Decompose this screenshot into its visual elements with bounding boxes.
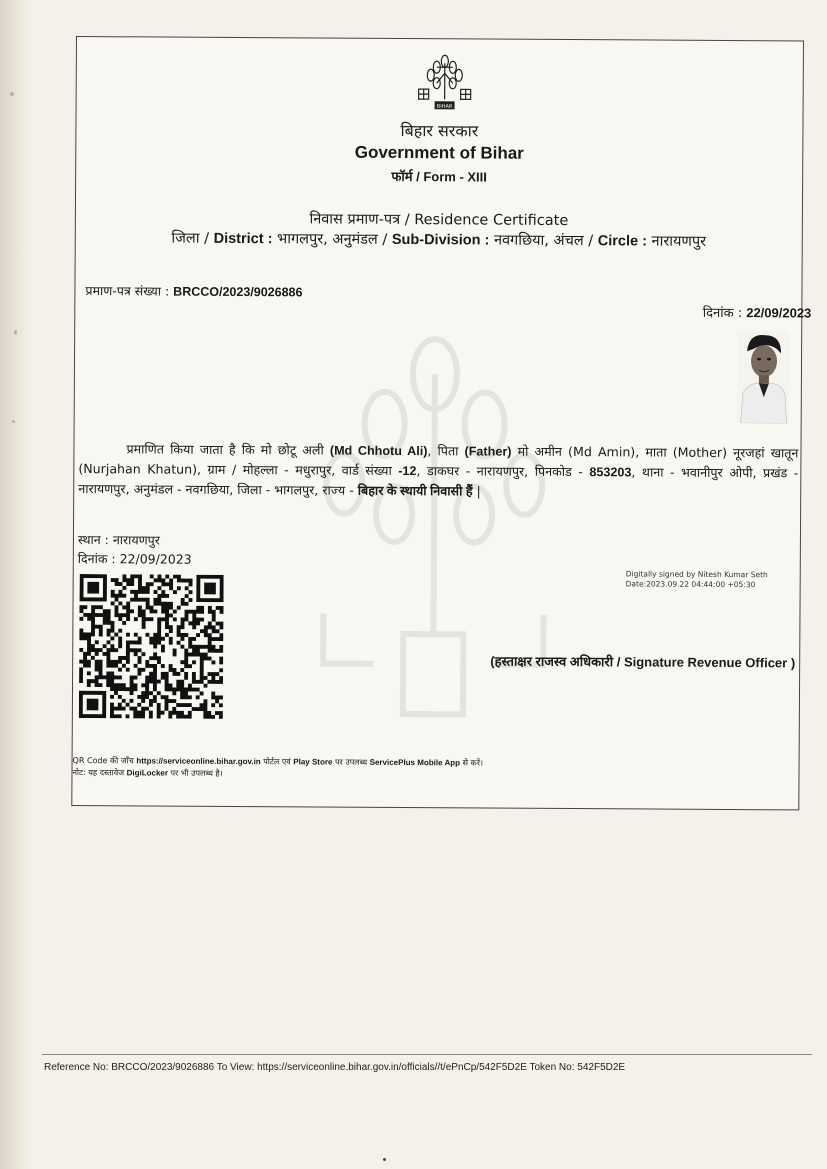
form-label: फॉर्म / Form - XIII xyxy=(391,168,487,185)
header-english-title: Government of Bihar xyxy=(354,142,524,163)
qr-code[interactable] xyxy=(79,574,224,719)
digital-signature-signer: Digitally signed by Nitesh Kumar Seth xyxy=(625,569,768,580)
certificate-title: निवास प्रमाण-पत्र / Residence Certificate xyxy=(309,211,569,230)
header-hindi-title: बिहार सरकार xyxy=(400,120,479,141)
watermark-emblem xyxy=(283,333,586,755)
footer-divider xyxy=(42,1054,812,1055)
scan-speck xyxy=(12,420,15,423)
date-of-issue: दिनांक : 22/09/2023 xyxy=(77,551,192,567)
digilocker-note: नोट: यह दस्तावेज DigiLocker पर भी उपलब्ध है। xyxy=(72,767,223,778)
scan-edge xyxy=(0,0,30,1169)
signature-label: (हस्ताक्षर राजस्व अधिकारी / Signature Revenue Officer ) xyxy=(490,653,796,671)
applicant-photo xyxy=(737,331,790,423)
bihar-emblem-logo xyxy=(415,53,475,115)
digital-signature-date: Date:2023.09.22 04:44:00 +05:30 xyxy=(625,579,756,590)
scan-speck xyxy=(10,92,14,96)
scan-speck xyxy=(383,1158,386,1161)
issue-date: दिनांक : 22/09/2023 xyxy=(702,305,812,322)
verification-note: QR Code की जाँच https://serviceonline.bihar.gov.in पोर्टल एवं Play Store पर उपलब्ध ServicePlus Mobile App से करें। xyxy=(72,755,484,768)
digital-signature xyxy=(626,569,768,590)
certificate-body: प्रमाणित किया जाता है कि मो छोटू अली (Md Chhotu Ali), पिता (Father) मो अमीन (Md Amin), माता (Mother) नूरजहां खातून (Nurjahan Khatun), ग्राम / मोहल्ला - मधुरापुर, वार्ड संख्या -12, डाकघर - नारायणपुर, पिनकोड - 853203, थाना - भवानीपुर ओपी, प्रखंड - नारायणपुर, अनुमंडल - नवगछिया, जिला - भागलपुर, राज्य - बिहार के स्थायी निवासी हैं | xyxy=(78,441,799,499)
reference-footer: Reference No: BRCCO/2023/9026886 To View: https://serviceonline.bihar.gov.in/officials//t/ePnCp/542F5D2E Token No: 542F5D2E xyxy=(44,1062,626,1073)
scan-speck xyxy=(14,330,17,335)
certificate-frame xyxy=(71,36,812,810)
place-of-issue: स्थान : नारायणपुर xyxy=(77,532,160,548)
district-line: जिला / District : भागलपुर, अनुमंडल / Sub-Division : नवगछिया, अंचल / Circle : नारायणपुर xyxy=(171,230,707,250)
svg-text:BIHAR: BIHAR xyxy=(436,103,453,110)
certificate-number: प्रमाण-पत्र संख्या : BRCCO/2023/9026886 xyxy=(85,283,303,300)
